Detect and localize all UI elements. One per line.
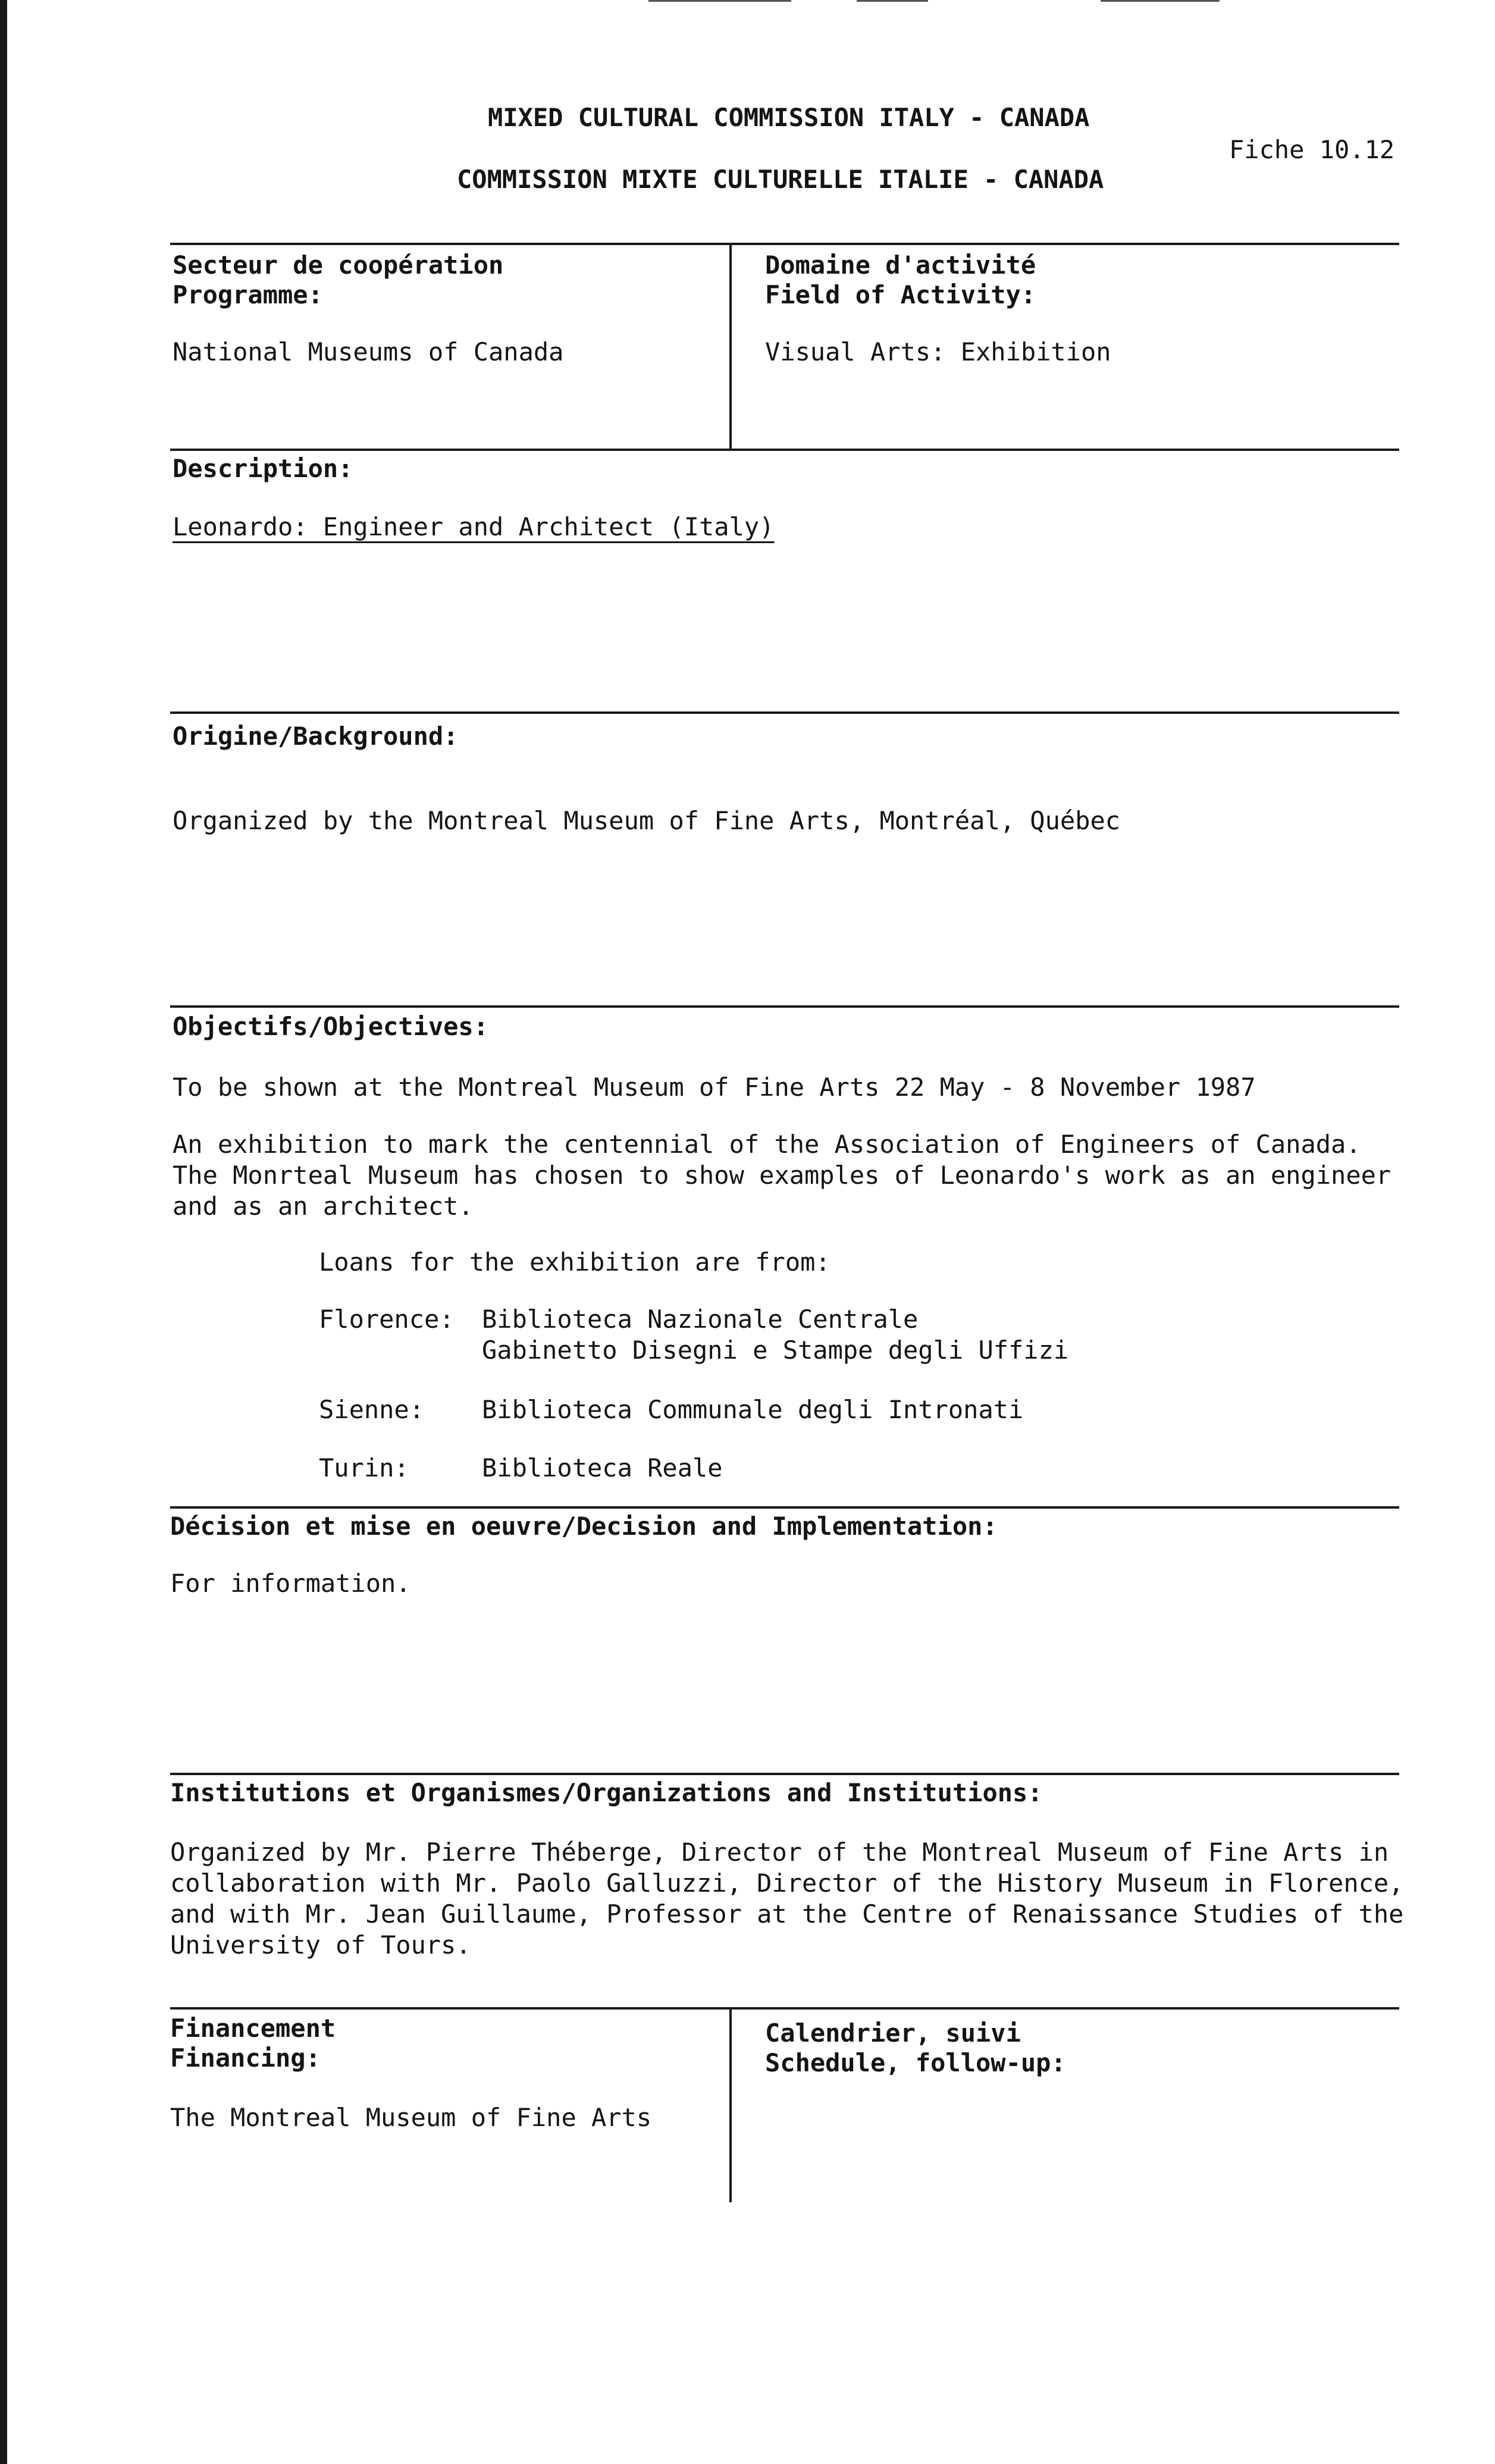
- loan-place: Gabinetto Disegni e Stampe degli Uffizi: [482, 1336, 1069, 1365]
- divider: [170, 243, 1399, 245]
- schedule-label: Schedule, follow-up:: [765, 2048, 1066, 2077]
- title-english: MIXED CULTURAL COMMISSION ITALY - CANADA: [488, 103, 1090, 132]
- decision-label: Décision et mise en oeuvre/Decision and Implementation:: [170, 1512, 998, 1541]
- calendrier-label: Calendrier, suivi: [765, 2018, 1021, 2048]
- fiche-number: Fiche 10.12: [1229, 135, 1395, 164]
- divider: [170, 2007, 1399, 2010]
- column-divider: [729, 243, 732, 449]
- institutions-line: and with Mr. Jean Guillaume, Professor at the Centre of Renaissance Studies of the: [170, 1899, 1404, 1929]
- description-value: Leonardo: Engineer and Architect (Italy): [173, 512, 775, 541]
- objectifs-label: Objectifs/Objectives:: [173, 1012, 489, 1041]
- objectifs-paragraph-line: An exhibition to mark the centennial of the Association of Engineers of Canada.: [173, 1130, 1361, 1159]
- objectifs-paragraph-line: The Monrteal Museum has chosen to show examples of Leonardo's work as an engineer: [173, 1161, 1391, 1190]
- loan-place: Biblioteca Nazionale Centrale: [482, 1305, 919, 1334]
- loan-city: Turin:: [319, 1453, 409, 1482]
- institutions-label: Institutions et Organismes/Organizations and Institutions:: [170, 1778, 1043, 1807]
- scan-left-edge: [0, 0, 7, 2464]
- institutions-line: Organized by Mr. Pierre Théberge, Director of the Montreal Museum of Fine Arts in: [170, 1838, 1389, 1867]
- description-label: Description:: [173, 454, 353, 483]
- origine-value: Organized by the Montreal Museum of Fine Arts, Montréal, Québec: [173, 806, 1121, 835]
- loans-intro: Loans for the exhibition are from:: [319, 1247, 830, 1277]
- financement-label: Financement: [170, 2014, 336, 2043]
- loan-place: Biblioteca Communale degli Intronati: [482, 1395, 1024, 1424]
- secteur-label: Secteur de coopération: [173, 250, 504, 280]
- title-french: COMMISSION MIXTE CULTURELLE ITALIE - CANADA: [457, 165, 1104, 194]
- divider: [170, 1506, 1399, 1509]
- divider: [170, 1773, 1399, 1775]
- institutions-line: collaboration with Mr. Paolo Galluzzi, Director of the History Museum in Florence,: [170, 1869, 1404, 1898]
- scan-top-mark: [1101, 0, 1220, 2]
- divider: [170, 711, 1399, 714]
- financing-label: Financing:: [170, 2043, 321, 2073]
- divider: [170, 1005, 1399, 1008]
- column-divider: [729, 2007, 732, 2202]
- programme-value: National Museums of Canada: [173, 337, 564, 366]
- financing-value: The Montreal Museum of Fine Arts: [170, 2103, 652, 2132]
- loan-city: Florence:: [319, 1305, 455, 1334]
- domaine-label: Domaine d'activité: [765, 250, 1036, 280]
- objectifs-paragraph-line: and as an architect.: [173, 1192, 474, 1221]
- scan-top-mark: [857, 0, 928, 2]
- programme-label: Programme:: [173, 280, 323, 309]
- scan-top-mark: [648, 0, 791, 2]
- decision-value: For information.: [170, 1569, 411, 1598]
- divider: [170, 449, 1399, 451]
- field-label: Field of Activity:: [765, 280, 1036, 309]
- field-value: Visual Arts: Exhibition: [765, 337, 1111, 366]
- objectifs-date-line: To be shown at the Montreal Museum of Fine Arts 22 May - 8 November 1987: [173, 1073, 1256, 1102]
- institutions-line: University of Tours.: [170, 1930, 471, 1960]
- loan-city: Sienne:: [319, 1395, 425, 1424]
- origine-label: Origine/Background:: [173, 722, 459, 751]
- loan-place: Biblioteca Reale: [482, 1453, 723, 1482]
